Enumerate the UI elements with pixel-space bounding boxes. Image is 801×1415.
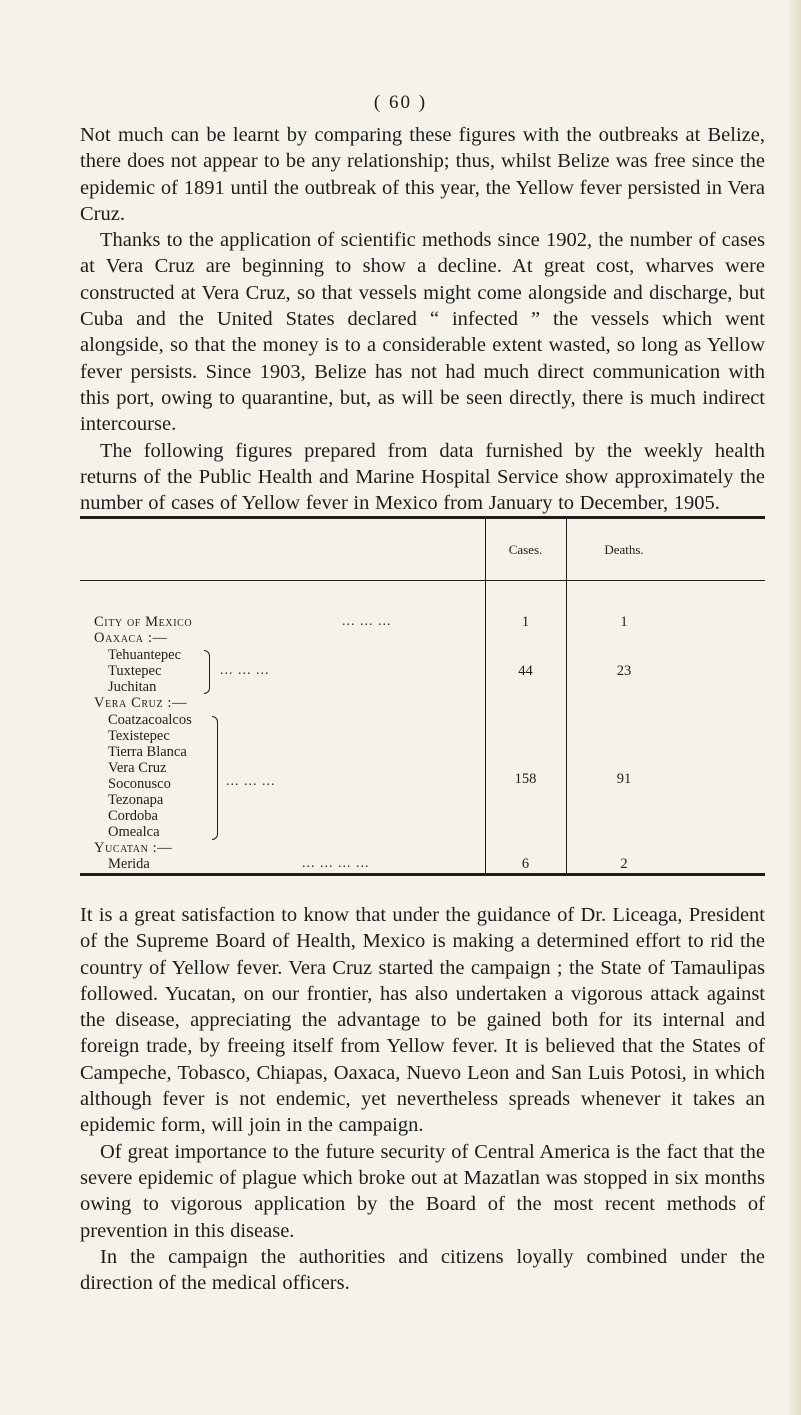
city-of-mexico-label: City of Mexico [94, 614, 193, 630]
paragraph: In the campaign the authorities and citizens loyally combined under the direction of the medical officers. [80, 1245, 765, 1295]
oaxaca-place: Juchitan [108, 679, 157, 695]
vera-cruz-place: Cordoba [108, 808, 158, 824]
leader-dots: ... ... ... [342, 614, 392, 629]
yellow-fever-table [80, 516, 765, 878]
vera-cruz-deaths: 91 [616, 771, 632, 787]
body-text-top [80, 122, 765, 516]
oaxaca-label: Oaxaca :— [94, 630, 168, 646]
yucatan-cases: 6 [521, 856, 530, 872]
leader-dots: ... ... ... [226, 774, 276, 789]
city-of-mexico-cases: 1 [521, 614, 530, 630]
leader-dots: ... ... ... [220, 663, 270, 678]
vera-cruz-place: Omealca [108, 824, 160, 840]
city-of-mexico-deaths: 1 [620, 614, 628, 630]
deaths-column-header: Deaths. [604, 542, 644, 557]
vera-cruz-cases: 158 [514, 771, 537, 787]
yucatan-label: Yucatan :— [94, 840, 173, 856]
vera-cruz-label: Vera Cruz :— [94, 695, 188, 711]
table-top-rule [80, 516, 765, 519]
paragraph: The following figures prepared from data furnished by the weekly health returns of the Public Health and Marine Hospital Service show approximately the number of cases of Yellow fever in Mexico from January to December, 1905. [80, 439, 765, 515]
oaxaca-brace [204, 650, 210, 694]
vera-cruz-place: Texistepec [108, 728, 170, 744]
oaxaca-deaths: 23 [616, 663, 632, 679]
yucatan-place: Merida [108, 856, 150, 872]
vera-cruz-place: Soconusco [108, 776, 171, 792]
vera-cruz-brace [212, 716, 218, 840]
vera-cruz-place: Tezonapa [108, 792, 164, 808]
paragraph: Thanks to the application of scientific methods since 1902, the number of cases at Vera Cruz are beginning to show a decline. At great cost, wharves were constructed at Vera Cruz, so that vessels might come alongside and discharge, but Cuba and the United States declared “ infected ” the vessels which went alongside, so that the money is to a considerable extent wasted, so long as Yellow fever persists. Since 1903, Belize has not had much direct communication with this port, owing to quarantine, but, as will be seen directly, there is much indirect intercourse. [80, 229, 765, 436]
oaxaca-cases: 44 [518, 663, 533, 679]
cases-column-header: Cases. [508, 542, 543, 557]
paragraph: Of great importance to the future security of Central America is the fact that the severe epidemic of plague which broke out at Mazatlan was stopped in six months owing to vigorous application by the Board of the most recent methods of prevention in this disease. [80, 1140, 765, 1242]
column-divider [485, 519, 486, 873]
paragraph: Not much can be learnt by comparing these figures with the outbreaks at Belize, there does not appear to be any relationship; thus, whilst Belize was free since the epidemic of 1891 until the outbreak of this year, the Yellow fever persisted in Vera Cruz. [80, 124, 765, 225]
table-bottom-rule [80, 873, 765, 876]
paragraph: It is a great satisfaction to know that under the guidance of Dr. Liceaga, President of the Supreme Board of Health, Mexico is making a determined effort to rid the country of Yellow fever. Vera Cruz started the campaign ; the State of Tamaulipas followed. Yucatan, on our frontier, has also undertaken a vigorous attack against the disease, appreciating the advantage to be gained both for its internal and foreign trade, by freeing itself from Yellow fever. It is believed that the States of Campeche, Tobasco, Chiapas, Oaxaca, Nuevo Leon and San Luis Potosi, in which although fever is not endemic, yet nevertheless spreads whenever it takes an epidemic form, will join in the campaign. [80, 904, 765, 1137]
leader-dots: ... ... ... ... [302, 856, 370, 871]
vera-cruz-place: Tierra Blanca [108, 744, 187, 760]
vera-cruz-place: Vera Cruz [108, 760, 167, 776]
yucatan-deaths: 2 [620, 856, 628, 872]
oaxaca-place: Tuxtepec [108, 663, 162, 679]
column-divider [566, 519, 567, 873]
page-edge-shadow [787, 0, 801, 1415]
oaxaca-place: Tehuantepec [108, 647, 182, 663]
body-text-bottom [80, 902, 765, 1296]
vera-cruz-place: Coatzacoalcos [108, 712, 192, 728]
page-number: ( 60 ) [373, 92, 428, 113]
table-header-rule [80, 580, 765, 581]
